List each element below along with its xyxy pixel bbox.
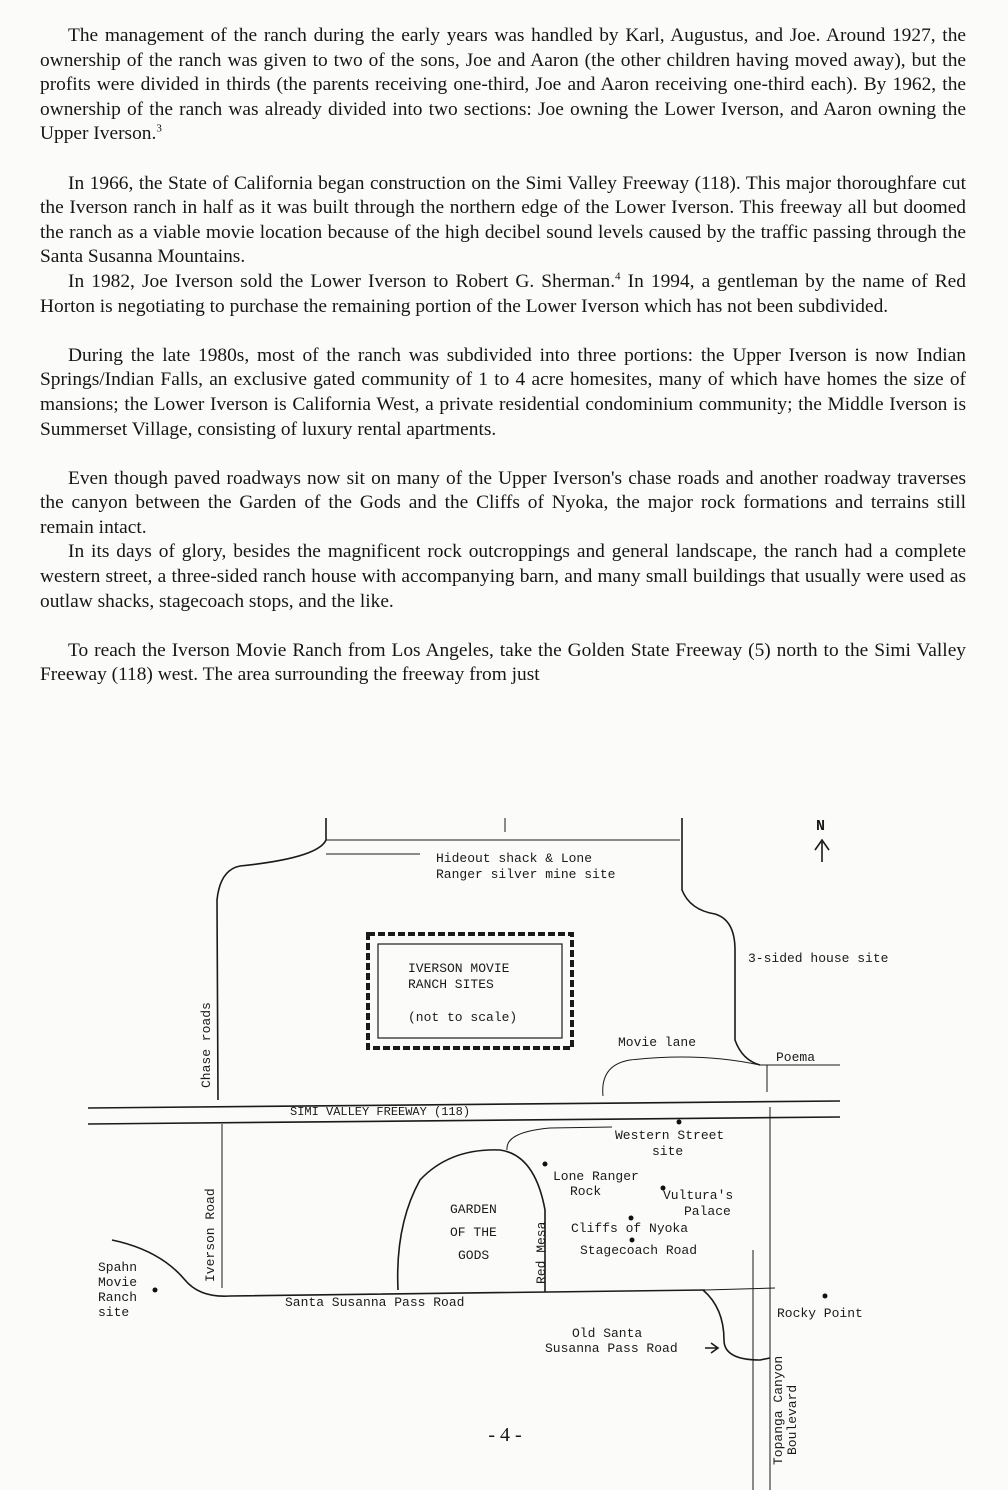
western-street-marker <box>677 1120 682 1125</box>
label-western-street-line1: Western Street <box>615 1128 725 1143</box>
label-topanga-line2: Boulevard <box>785 1384 800 1455</box>
chase-road-east <box>682 818 760 1065</box>
ranch-map <box>0 810 1008 1490</box>
label-spahn-line4: site <box>98 1305 130 1320</box>
chase-road-west <box>217 818 326 1100</box>
label-vultura-line2: Palace <box>684 1204 731 1219</box>
movie-lane-road <box>603 1057 760 1096</box>
label-stagecoach: Stagecoach Road <box>580 1243 698 1258</box>
label-iverson-road: Iverson Road <box>203 1188 218 1282</box>
label-freeway: SIMI VALLEY FREEWAY (118) <box>290 1105 471 1119</box>
arrow-icon <box>705 1343 718 1353</box>
paragraph-4: During the late 1980s, most of the ranch was subdivided into three portions: the Upper Iverson is now Indian Springs/Indian Falls, an exclusive gated community of 1 to 4 acre homesites, many of which have homes the size of mansions; the Lower Iverson is California West, a private residential condominium community; the Middle Iverson is Summerset Village, consisting of luxury rental apartments. <box>40 344 966 440</box>
label-garden-line1: GARDEN <box>450 1202 497 1217</box>
map-scale-note: (not to scale) <box>408 1010 518 1025</box>
label-vultura-line1: Vultura's <box>663 1188 734 1203</box>
label-red-mesa: Red Mesa <box>534 1221 549 1284</box>
paragraph-3: In 1982, Joe Iverson sold the Lower Iverson to Robert G. Sherman.$^4$ In 1994, a gentleman by the name of Red Horton is negotiating to purchase the remaining portion of the Lower Iverson which has not been subdivided. <box>40 270 966 317</box>
map-title-line2: RANCH SITES <box>408 977 494 992</box>
label-garden-line2: OF THE <box>450 1225 497 1240</box>
label-movie-lane: Movie lane <box>618 1035 697 1050</box>
western-street-road <box>507 1127 612 1150</box>
footnote-ref: 4 <box>615 270 621 283</box>
road-east-segment <box>705 1288 775 1290</box>
north-label: N <box>816 818 826 835</box>
label-spahn-line3: Ranch <box>98 1290 138 1305</box>
label-old-santa-line2: Susanna Pass Road <box>545 1341 678 1356</box>
cliffs-of-nyoka-marker <box>629 1216 634 1221</box>
label-spahn-line2: Movie <box>98 1275 138 1290</box>
label-chase-roads: Chase roads <box>199 1002 214 1088</box>
label-poema: Poema <box>776 1050 816 1065</box>
footnote-ref: 3 <box>156 122 162 135</box>
stagecoach-road-marker <box>630 1238 635 1243</box>
page-number: - 4 - <box>488 1424 522 1446</box>
lone-ranger-rock-marker <box>543 1162 548 1167</box>
label-cliffs: Cliffs of Nyoka <box>571 1221 689 1236</box>
north-arrow-icon <box>815 840 829 862</box>
label-house: 3-sided house site <box>748 951 889 966</box>
garden-road <box>398 1150 545 1292</box>
paragraph-1: The management of the ranch during the early years was handled by Karl, Augustus, and Joe. Around 1927, the ownership of the ranch was given to two of the sons, Joe and Aaron (the other children having moved away), but the profits were divided in thirds (the parents receiving one-third, Joe and Aaron receiving one-third each). By 1962, the ownership of the ranch was already divided into two sections: Joe owning the Lower Iverson, and Aaron owning the Upper Iverson.$^3$ <box>40 25 966 145</box>
label-topanga-line1: Topanga Canyon <box>771 1355 786 1465</box>
label-lone-ranger-line1: Lone Ranger <box>553 1169 639 1184</box>
label-rocky-point: Rocky Point <box>777 1306 863 1321</box>
rocky-point-marker <box>823 1294 828 1299</box>
body-text <box>40 24 966 688</box>
paragraph-5: Even though paved roadways now sit on many of the Upper Iverson's chase roads and another roadway traverses the canyon between the Garden of the Gods and the Cliffs of Nyoka, the major rock formations and terrains still remain intact. <box>40 467 966 538</box>
map-title-line1: IVERSON MOVIE <box>408 961 510 976</box>
paragraph-2: In 1966, the State of California began construction on the Simi Valley Freeway (118). This major thoroughfare cut the Iverson ranch in half as it was built through the northern edge of the Lower Iverson. This freeway all but doomed the ranch as a viable movie location because of the high decibel sound levels caused by the traffic passing through the Santa Susanna Mountains. <box>40 172 966 268</box>
label-hideout-line1: Hideout shack & Lone <box>436 851 593 866</box>
label-lone-ranger-line2: Rock <box>570 1184 602 1199</box>
label-western-street-line2: site <box>652 1144 684 1159</box>
paragraph-6: In its days of glory, besides the magnificent rock outcroppings and general landscape, the ranch had a complete western street, a three-sided ranch house with accompanying barn, and many small buildings that usually were used as outlaw shacks, stagecoach stops, and the like. <box>40 541 966 612</box>
label-garden-line3: GODS <box>458 1248 490 1263</box>
paragraph-7: To reach the Iverson Movie Ranch from Los Angeles, take the Golden State Freeway (5) north to the Simi Valley Freeway (118) west. The area surrounding the freeway from just <box>40 639 966 686</box>
label-santa-susanna: Santa Susanna Pass Road <box>285 1295 465 1310</box>
label-spahn-line1: Spahn <box>98 1260 138 1275</box>
spahn-ranch-marker <box>153 1288 158 1293</box>
old-santa-susanna-road <box>703 1290 770 1360</box>
label-hideout-line2: Ranger silver mine site <box>436 867 616 882</box>
label-old-santa-line1: Old Santa <box>572 1326 643 1341</box>
